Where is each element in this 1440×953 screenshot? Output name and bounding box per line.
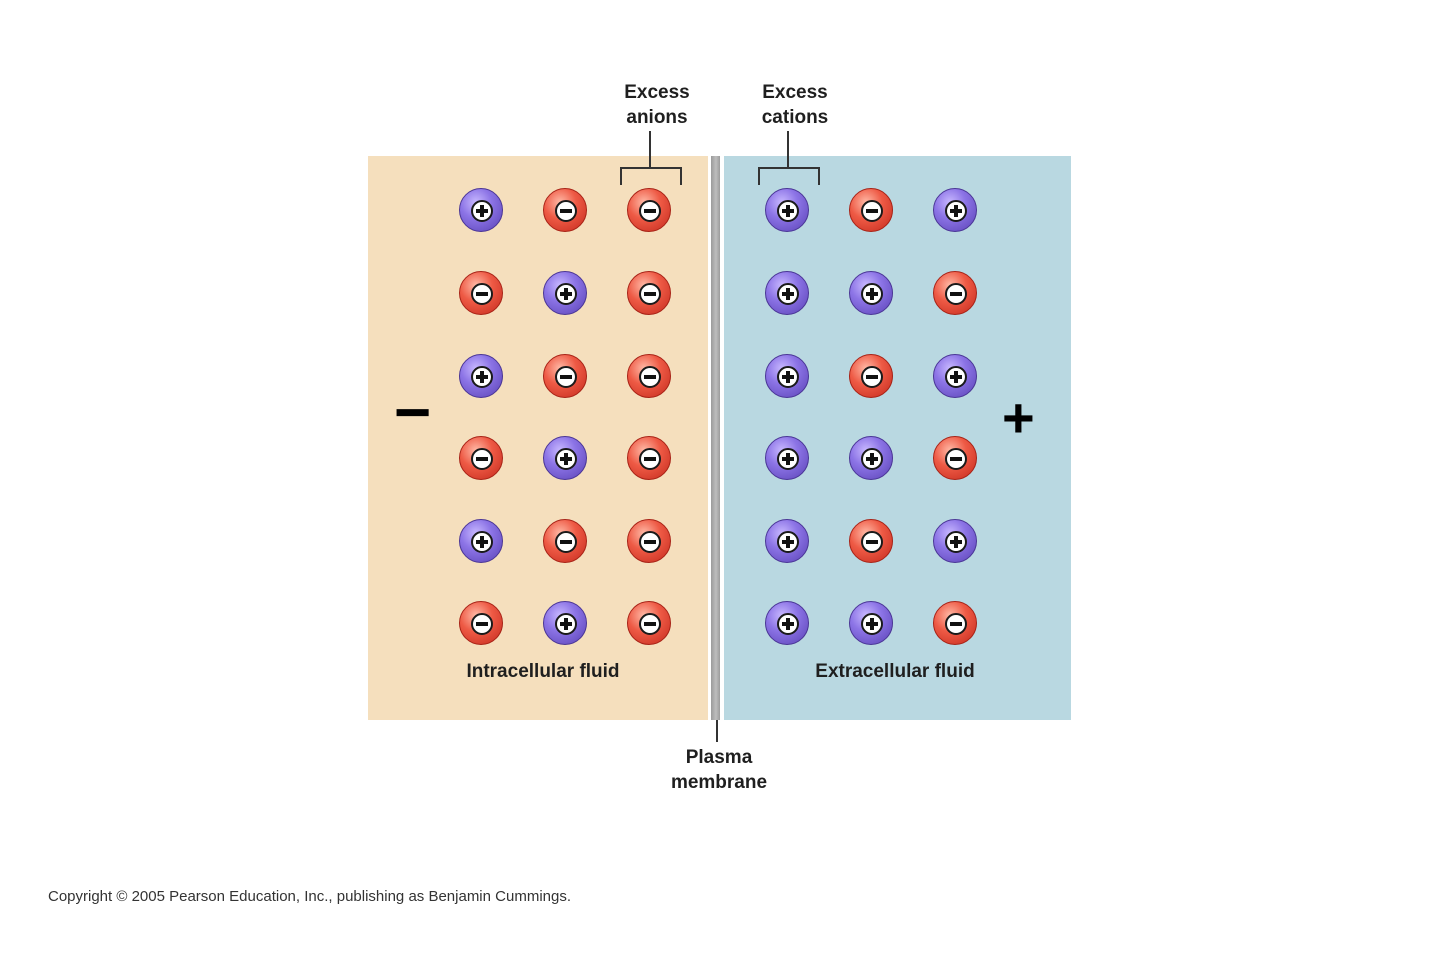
- anion-ion: [543, 519, 587, 563]
- plus-icon: [555, 613, 577, 635]
- cation-ion: [849, 601, 893, 645]
- plus-icon: [861, 283, 883, 305]
- plus-icon: [861, 613, 883, 635]
- anion-ion: [543, 188, 587, 232]
- cation-ion: [543, 601, 587, 645]
- plasma-membrane-label: [664, 745, 774, 795]
- cation-ion: [543, 436, 587, 480]
- intracellular-fluid-label: Intracellular fluid: [466, 661, 620, 682]
- minus-icon: [945, 613, 967, 635]
- minus-icon: [471, 613, 493, 635]
- excess-anions-bracket: [620, 167, 682, 185]
- minus-icon: [471, 283, 493, 305]
- anion-ion: [627, 271, 671, 315]
- copyright-notice: Copyright © 2005 Pearson Education, Inc., publishing as Benjamin Cummings.: [48, 888, 572, 905]
- excess-anions-label-line2: anions: [626, 107, 688, 128]
- excess-cations-bracket: [758, 167, 820, 185]
- cation-ion: [765, 519, 809, 563]
- minus-icon: [555, 531, 577, 553]
- minus-icon: [555, 200, 577, 222]
- minus-icon: [639, 283, 661, 305]
- plus-icon: [777, 200, 799, 222]
- plasma-membrane-label-line1: Plasma: [685, 747, 753, 768]
- plus-icon: [945, 531, 967, 553]
- cation-ion: [765, 188, 809, 232]
- plus-icon: [777, 448, 799, 470]
- minus-icon: [861, 531, 883, 553]
- plus-icon: [471, 200, 493, 222]
- plus-icon: [777, 283, 799, 305]
- anion-ion: [849, 188, 893, 232]
- cation-ion: [933, 354, 977, 398]
- anion-ion: [849, 354, 893, 398]
- cation-ion: [459, 354, 503, 398]
- cation-ion: [933, 188, 977, 232]
- minus-icon: [639, 448, 661, 470]
- positive-charge-sign: +: [1002, 386, 1035, 449]
- anion-ion: [459, 271, 503, 315]
- plus-icon: [777, 613, 799, 635]
- plus-icon: [471, 366, 493, 388]
- excess-cations-bracket-stem: [787, 131, 789, 168]
- anion-ion: [459, 436, 503, 480]
- plus-icon: [945, 200, 967, 222]
- excess-anions-bracket-stem: [649, 131, 651, 168]
- plus-icon: [861, 448, 883, 470]
- excess-cations-label: [748, 80, 842, 130]
- minus-icon: [861, 366, 883, 388]
- anion-ion: [849, 519, 893, 563]
- cation-ion: [459, 519, 503, 563]
- anion-ion: [459, 601, 503, 645]
- cation-ion: [849, 271, 893, 315]
- cation-ion: [765, 354, 809, 398]
- extracellular-fluid-label: Extracellular fluid: [815, 661, 975, 682]
- cation-ion: [765, 436, 809, 480]
- anion-ion: [627, 188, 671, 232]
- anion-ion: [627, 354, 671, 398]
- anion-ion: [627, 519, 671, 563]
- plus-icon: [945, 366, 967, 388]
- anion-ion: [933, 271, 977, 315]
- plus-icon: [777, 366, 799, 388]
- minus-icon: [639, 613, 661, 635]
- minus-icon: [861, 200, 883, 222]
- anion-ion: [543, 354, 587, 398]
- minus-icon: [555, 366, 577, 388]
- excess-anions-label-line1: Excess: [624, 82, 690, 103]
- anion-ion: [933, 436, 977, 480]
- cation-ion: [765, 601, 809, 645]
- excess-cations-label-line1: Excess: [762, 82, 828, 103]
- plus-icon: [555, 283, 577, 305]
- cation-ion: [543, 271, 587, 315]
- plus-icon: [777, 531, 799, 553]
- plus-icon: [555, 448, 577, 470]
- excess-cations-label-line2: cations: [761, 107, 829, 128]
- membrane-callout-line: [716, 720, 718, 742]
- cation-ion: [849, 436, 893, 480]
- minus-icon: [639, 366, 661, 388]
- cation-ion: [933, 519, 977, 563]
- anion-ion: [627, 601, 671, 645]
- minus-icon: [639, 200, 661, 222]
- cation-ion: [765, 271, 809, 315]
- anion-ion: [627, 436, 671, 480]
- minus-icon: [639, 531, 661, 553]
- plasma-membrane: [708, 156, 724, 720]
- plasma-membrane-label-line2: membrane: [670, 772, 768, 793]
- anion-ion: [933, 601, 977, 645]
- plus-icon: [471, 531, 493, 553]
- minus-icon: [471, 448, 493, 470]
- cation-ion: [459, 188, 503, 232]
- excess-anions-label: [612, 80, 702, 130]
- minus-icon: [945, 448, 967, 470]
- negative-charge-sign: −: [394, 376, 432, 448]
- minus-icon: [945, 283, 967, 305]
